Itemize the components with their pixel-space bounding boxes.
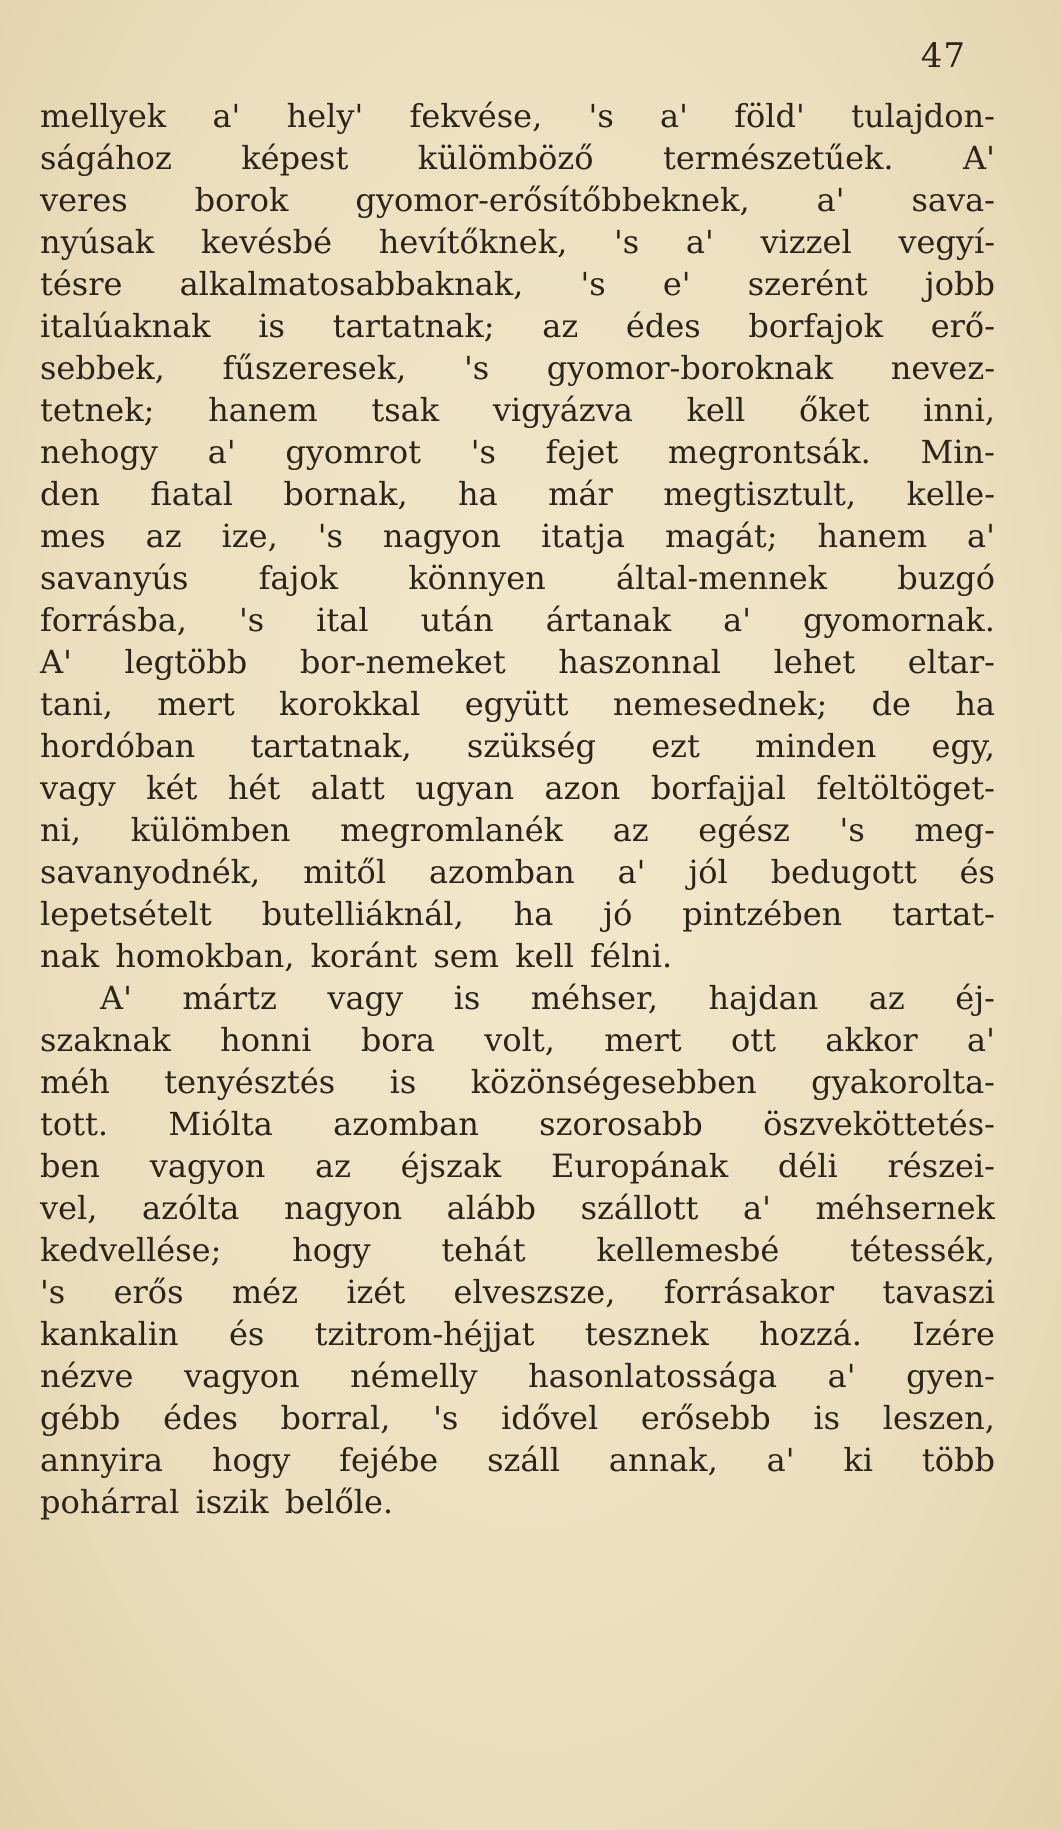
text-line: italúaknak is tartatnak; az édes borfajok erő-	[40, 307, 995, 345]
text-line: mellyek a' hely' fekvése, 's a' föld' tulajdon-	[40, 97, 995, 135]
body-text	[40, 95, 995, 1523]
text-line: den fiatal bornak, ha már megtisztult, kelle-	[40, 475, 995, 513]
text-line: forrásba, 's ital után ártanak a' gyomornak.	[40, 601, 995, 639]
text-line: tetnek; hanem tsak vigyázva kell őket inni,	[40, 391, 995, 429]
text-line: vagy két hét alatt ugyan azon borfajjal feltöltöget-	[40, 769, 995, 807]
text-line: 's erős méz izét elveszsze, forrásakor tavaszi	[40, 1273, 995, 1311]
text-line: nézve vagyon némelly hasonlatossága a' gyen-	[40, 1357, 995, 1395]
page-number: 47	[920, 36, 966, 76]
text-line: kankalin és tzitrom-héjjat tesznek hozzá. Izére	[40, 1315, 995, 1353]
text-line: gébb édes borral, 's idővel erősebb is leszen,	[40, 1399, 995, 1437]
text-line: hordóban tartatnak, szükség ezt minden egy,	[40, 727, 995, 765]
text-line: nehogy a' gyomrot 's fejet megrontsák. Min-	[40, 433, 995, 471]
paragraph-start-line: A' mártz vagy is méhser, hajdan az éj-	[100, 979, 995, 1017]
text-line: tott. Miólta azomban szorosabb öszveköttetés-	[40, 1105, 995, 1143]
text-line: ni, külömben megromlanék az egész 's meg-	[40, 811, 995, 849]
paragraph-end-line: nak homokban, koránt sem kell félni.	[40, 937, 673, 975]
text-line: ságához képest külömböző természetűek. A'	[40, 139, 995, 177]
text-line: ben vagyon az éjszak Europának déli részei-	[40, 1147, 995, 1185]
text-line: savanyodnék, mitől azomban a' jól bedugott és	[40, 853, 995, 891]
text-line: nyúsak kevésbé hevítőknek, 's a' vizzel vegyí-	[40, 223, 995, 261]
text-line: sebbek, fűszeresek, 's gyomor-boroknak nevez-	[40, 349, 995, 387]
text-line: tésre alkalmatosabbaknak, 's e' szerént jobb	[40, 265, 995, 303]
text-line: tani, mert korokkal együtt nemesednek; de ha	[40, 685, 995, 723]
text-line: méh tenyésztés is közönségesebben gyakorolta-	[40, 1063, 995, 1101]
text-line: lepetsételt butelliáknál, ha jó pintzében tartat-	[40, 895, 995, 933]
text-line: vel, azólta nagyon alább szállott a' méhsernek	[40, 1189, 995, 1227]
text-line: szaknak honni bora volt, mert ott akkor a'	[40, 1021, 995, 1059]
text-line: mes az ize, 's nagyon itatja magát; hanem a'	[40, 517, 995, 555]
text-line: annyira hogy fejébe száll annak, a' ki több	[40, 1441, 995, 1479]
text-line: veres borok gyomor-erősítőbbeknek, a' sava-	[40, 181, 995, 219]
text-line: kedvellése; hogy tehát kellemesbé tétessék,	[40, 1231, 995, 1269]
text-line: A' legtöbb bor-nemeket haszonnal lehet eltar-	[40, 643, 995, 681]
paragraph-end-line: pohárral iszik belőle.	[40, 1483, 394, 1521]
text-line: savanyús fajok könnyen által-mennek buzgó	[40, 559, 995, 597]
